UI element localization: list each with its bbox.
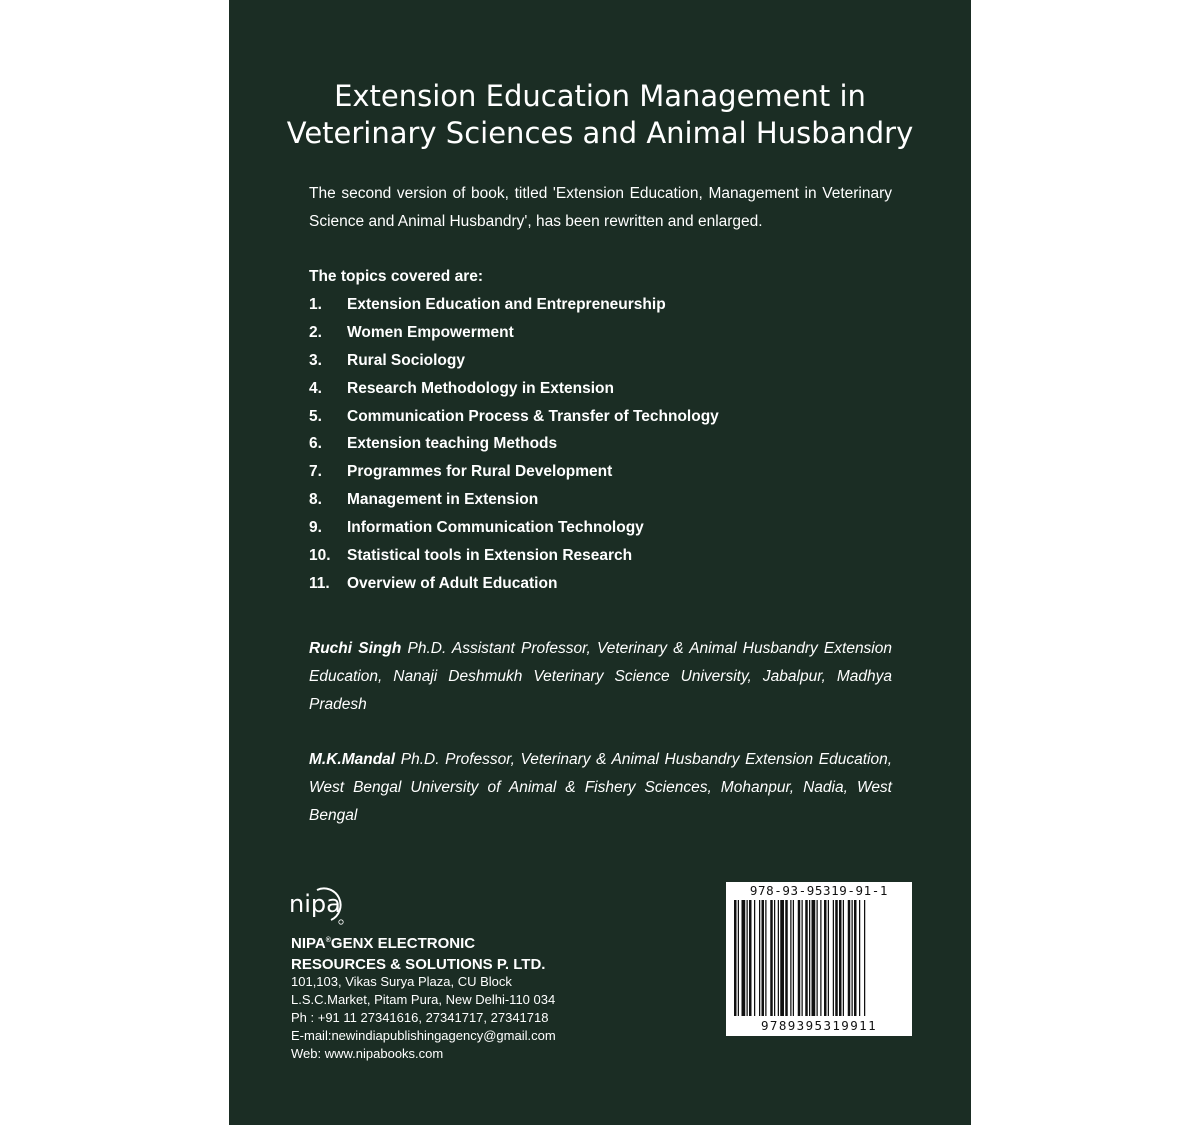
topics-list [309,291,909,598]
barcode-bar [843,900,844,1016]
barcode-bar [805,900,808,1016]
topic-number: 7. [309,463,322,481]
topic-number: 4. [309,379,322,397]
barcode-bar [820,900,821,1016]
topic-label: Overview of Adult Education [347,574,558,592]
topic-item [309,375,909,403]
author-affiliation: Ph.D. Professor, Veterinary & Animal Husbandry Extension Education, West Bengal University of Animal & Fishery Sciences, Mohanpur, Nadia, West Bengal [309,751,892,824]
barcode-bar [864,900,865,1016]
address-line: L.S.C.Market, Pitam Pura, New Delhi-110 034 [291,992,556,1007]
barcode-bar [839,900,842,1016]
barcode-bar [852,900,853,1016]
svg-text:nipa: nipa [289,890,341,918]
topic-label: Rural Sociology [347,351,465,369]
registered-mark: ® [325,937,331,944]
barcode-bar [734,900,737,1016]
publisher-name-line-2: RESOURCES & SOLUTIONS P. LTD. [291,956,546,973]
barcode-bar [742,900,746,1016]
author-name: Ruchi Singh [309,640,402,657]
author-bio-2 [309,746,892,830]
topic-item [309,319,909,347]
topic-item [309,486,909,514]
barcode-bar [798,900,801,1016]
barcode-bar [848,900,851,1016]
topic-number: 11. [309,574,330,592]
publisher-name [291,930,545,975]
barcode-bar [809,900,810,1016]
barcode-bar [812,900,816,1016]
author-bio-1 [309,635,892,719]
topics-heading: The topics covered are: [309,268,484,285]
barcode-digits: 9789395319911 [760,1018,878,1033]
barcode-bar [774,900,775,1016]
topic-label: Extension Education and Entrepreneurship [347,296,666,313]
barcode-bar [854,900,857,1016]
barcode-bar [780,900,784,1016]
topic-number: 3. [309,351,322,369]
barcode-bar [778,900,779,1016]
book-title [229,78,971,152]
barcode-bar [738,900,739,1016]
topic-label: Women Empowerment [347,323,514,341]
phone-line: Ph : +91 11 27341616, 27341717, 27341718 [291,1010,549,1025]
book-title-line-2: Veterinary Sciences and Animal Husbandry [286,116,914,150]
topic-item [309,430,909,458]
topic-number: 2. [309,323,322,341]
barcode-bar [833,900,834,1016]
barcode-bar [762,900,765,1016]
barcode-bar [828,900,829,1016]
address-line: 101,103, Vikas Surya Plaza, CU Block [291,974,512,989]
barcode-bar [859,900,860,1016]
isbn-number: 978-93-95319-91-1 [749,883,889,898]
barcode-bar [749,900,752,1016]
topic-item [309,291,909,319]
topic-item [309,542,909,570]
barcode-bar [785,900,788,1016]
barcode-bar [824,900,827,1016]
topic-number: 6. [309,435,322,453]
topic-label: Research Methodology in Extension [347,379,614,397]
book-back-cover [229,0,971,1125]
barcode-bar [759,900,760,1016]
publisher-address [291,973,556,1063]
barcode-bar [817,900,818,1016]
barcode-bar [747,900,748,1016]
topic-number: 1. [309,296,322,313]
topic-label: Statistical tools in Extension Research [347,547,633,565]
topic-number: 9. [309,519,322,537]
topic-label: Programmes for Rural Development [347,463,613,481]
barcode-bar [793,900,794,1016]
topic-number: 10. [309,547,331,565]
author-name: M.K.Mandal [309,751,396,768]
topic-label: Extension teaching Methods [347,435,558,453]
publisher-name-part: GENX ELECTRONIC [330,935,476,952]
topic-label: Information Communication Technology [347,519,644,537]
publisher-name-part: NIPA [291,935,326,952]
barcode-bar [770,900,773,1016]
barcode-bar [765,900,766,1016]
barcode-bar [790,900,791,1016]
book-title-line-1: Extension Education Management in [334,79,866,113]
topic-number: 8. [309,491,322,509]
barcode-bar [754,900,755,1016]
web-line: Web: www.nipabooks.com [291,1046,444,1061]
topic-number: 5. [309,407,322,425]
email-line: E-mail:newindiapublishingagency@gmail.com [291,1028,556,1043]
topic-item [309,347,909,375]
topic-label: Management in Extension [347,491,539,509]
book-intro-paragraph: The second version of book, titled 'Extension Education, Management in Veterinary Science and Animal Husbandry', has been rewritten and enlarged. [309,185,892,230]
author-affiliation: Ph.D. Assistant Professor, Veterinary & Animal Husbandry Extension Education, Nanaji Deshmukh Veterinary Science University, Jabalpur, Madhya Pradesh [309,640,892,713]
topic-item [309,514,909,542]
topic-label: Communication Process & Transfer of Technology [347,407,719,425]
nipa-logo-icon [287,876,351,932]
topic-item [309,458,909,486]
barcode-bar [835,900,838,1016]
topic-item [309,403,909,431]
barcode-bar [802,900,803,1016]
topic-item [309,570,909,598]
isbn-barcode [726,882,912,1036]
barcode-bars [732,900,906,1016]
